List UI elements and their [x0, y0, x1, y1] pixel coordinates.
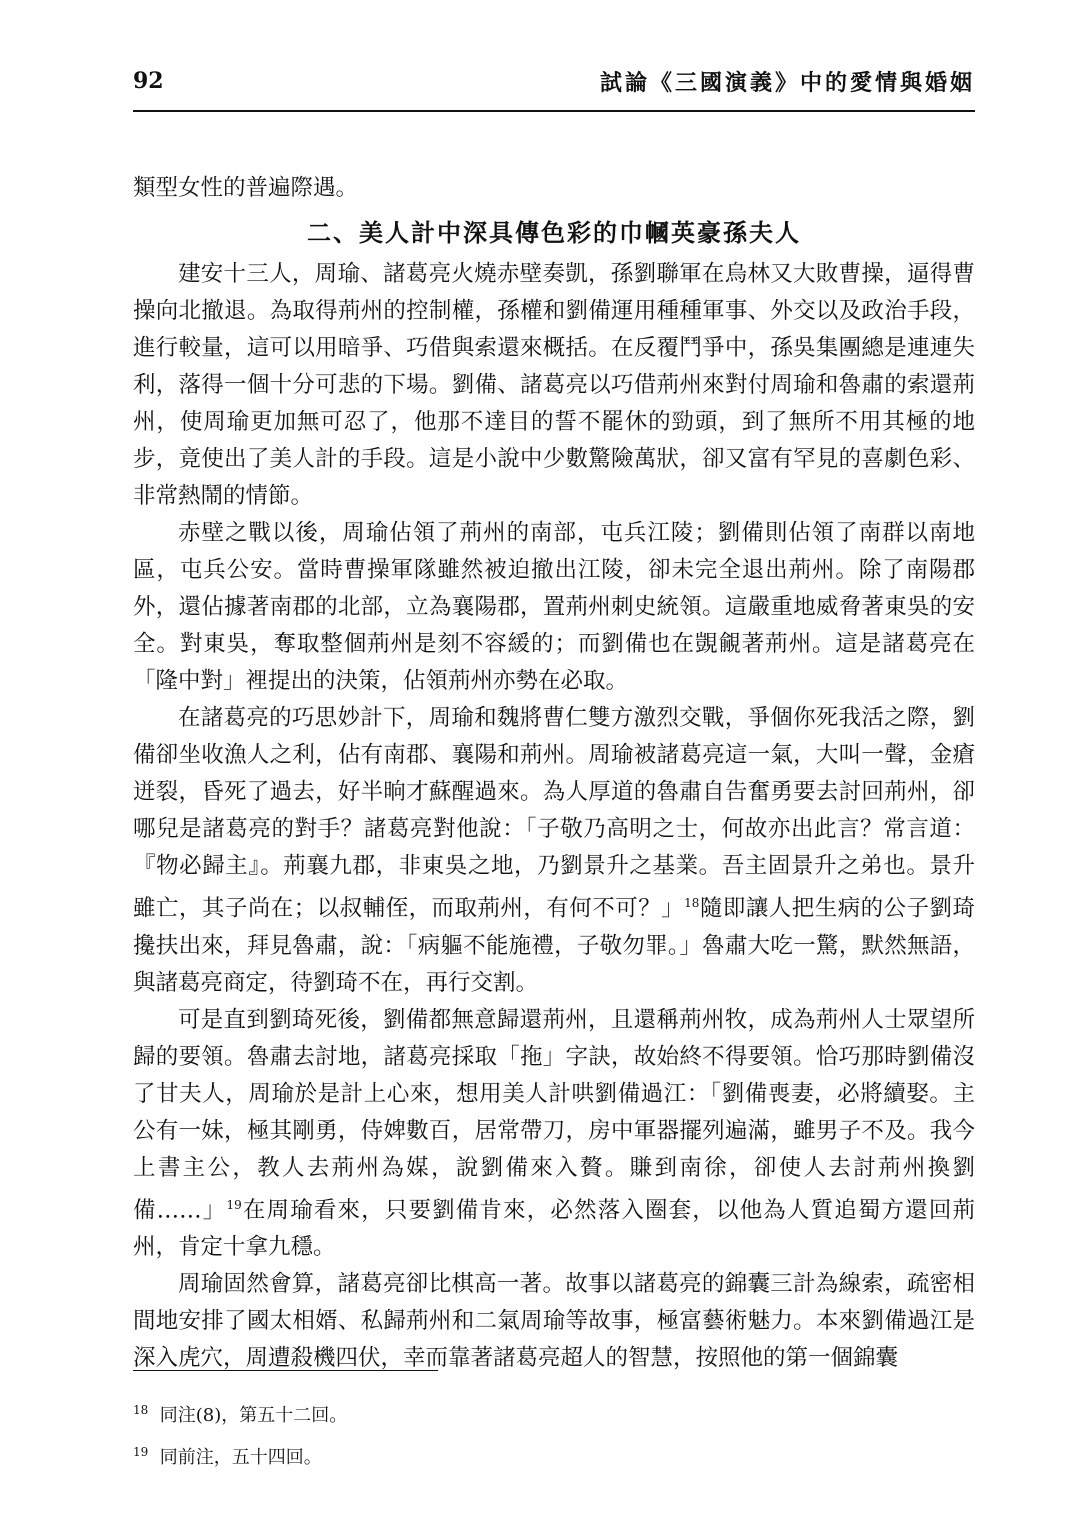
header-rule: [133, 110, 975, 112]
running-title: 試論《三國演義》中的愛情與婚姻: [599, 70, 975, 96]
page-number: 92: [133, 68, 164, 94]
footnote-number: 19: [133, 1445, 149, 1459]
footnote-ref-18: 18: [684, 896, 700, 910]
paragraph-2: 赤壁之戰以後，周瑜佔領了荊州的南部，屯兵江陵；劉備則佔領了南群以南地區，屯兵公安。當時曹操軍隊雖然被迫撤出江陵，卻未完全退出荊州。除了南陽郡外，還佔據著南郡的北部，立為襄陽郡，置荊州刺史統領。這嚴重地威脅著東吳的安全。對東吳，奪取整個荊州是刻不容緩的；而劉備也在覬覦著荊州。這是諸葛亮在「隆中對」裡提出的決策，佔領荊州亦勢在必取。: [133, 520, 975, 694]
footnote-number: 18: [133, 1403, 149, 1417]
paragraph-1: 建安十三人，周瑜、諸葛亮火燒赤壁奏凱，孫劉聯軍在烏林又大敗曹操，逼得曹操向北撤退。為取得荊州的控制權，孫權和劉備運用種種軍事、外交以及政治手段，進行較量，這可以用暗爭、巧借與索還來概括。在反覆鬥爭中，孫吳集團總是連連失利，落得一個十分可悲的下場。劉備、諸葛亮以巧借荊州來對付周瑜和魯肅的索還荊州，使周瑜更加無可忍了，他那不達目的誓不罷休的勁頭，到了無所不用其極的地步，竟使出了美人計的手段。這是小說中少數驚險萬狀，卻又富有罕見的喜劇色彩、非常熱鬧的情節。: [133, 261, 975, 509]
footnote-text: 同注(8)，第五十二回。: [159, 1405, 348, 1426]
paragraph-4: [133, 1002, 975, 1267]
paragraph-3-tail: 隨即讓人把生病的公子劉琦攙扶出來，拜見魯肅，說：「病軀不能施禮，子敬勿罪。」魯肅大吃一驚，默然無語，與諸葛亮商定，待劉琦不在，再行交割。: [133, 895, 975, 996]
footnote-text: 同前注，五十四回。: [159, 1447, 322, 1468]
intro-line: 類型女性的普遍際遇。: [133, 175, 359, 201]
paragraph-5: 周瑜固然會算，諸葛亮卻比棋高一著。故事以諸葛亮的錦囊三計為線索，疏密相間地安排了國太相婿、私歸荊州和二氣周瑜等故事，極富藝術魅力。本來劉備過江是深入虎穴，周遭殺機四伏，幸而靠著諸葛亮超人的智慧，按照他的第一個錦囊: [133, 1271, 975, 1371]
body-text: [133, 170, 975, 1377]
paragraph-4-tail: 在周瑜看來，只要劉備肯來，必然落入圈套，以他為人質追蜀方還回荊州，肯定十拿九穩。: [133, 1197, 975, 1260]
footnote-18: [133, 1392, 347, 1434]
footnotes: [133, 1392, 347, 1476]
footnote-rule: [133, 1370, 438, 1371]
section-title: 二、美人計中深具傳色彩的巾幗英豪孫夫人: [307, 219, 801, 247]
footnote-ref-19: 19: [226, 1197, 242, 1212]
paragraph-3: [133, 700, 975, 1002]
paragraph-4-text: 可是直到劉琦死後，劉備都無意歸還荊州，且還稱荊州牧，成為荊州人士眾望所歸的要領。魯肅去討地，諸葛亮採取「拖」字訣，故始終不得要領。恰巧那時劉備沒了甘夫人，周瑜於是計上心來，想用美人計哄劉備過江：「劉備喪妻，必將續娶。主公有一妹，極其剛勇，侍婢數百，居常帶刀，房中軍器擺列遍滿，雖男子不及。我今上書主公，教人去荊州為媒，說劉備來入贅。賺到南徐，卻使人去討荊州換劉備……」: [133, 1006, 975, 1223]
footnote-19: [133, 1434, 347, 1476]
paragraph-3-text: 在諸葛亮的巧思妙計下，周瑜和魏將曹仁雙方激烈交戰，爭個你死我活之際，劉備卻坐收漁人之利，佔有南郡、襄陽和荊州。周瑜被諸葛亮這一氣，大叫一聲，金瘡迸裂，昏死了過去，好半晌才蘇醒過來。為人厚道的魯肅自告奮勇要去討回荊州，卻哪兒是諸葛亮的對手？諸葛亮對他說：「子敬乃高明之士，何故亦出此言？常言道：『物必歸主』。荊襄九郡，非東吳之地，乃劉景升之基業。吾主固景升之弟也。景升雖亡，其子尚在；以叔輔侄，而取荊州，有何不可？」: [133, 705, 975, 922]
